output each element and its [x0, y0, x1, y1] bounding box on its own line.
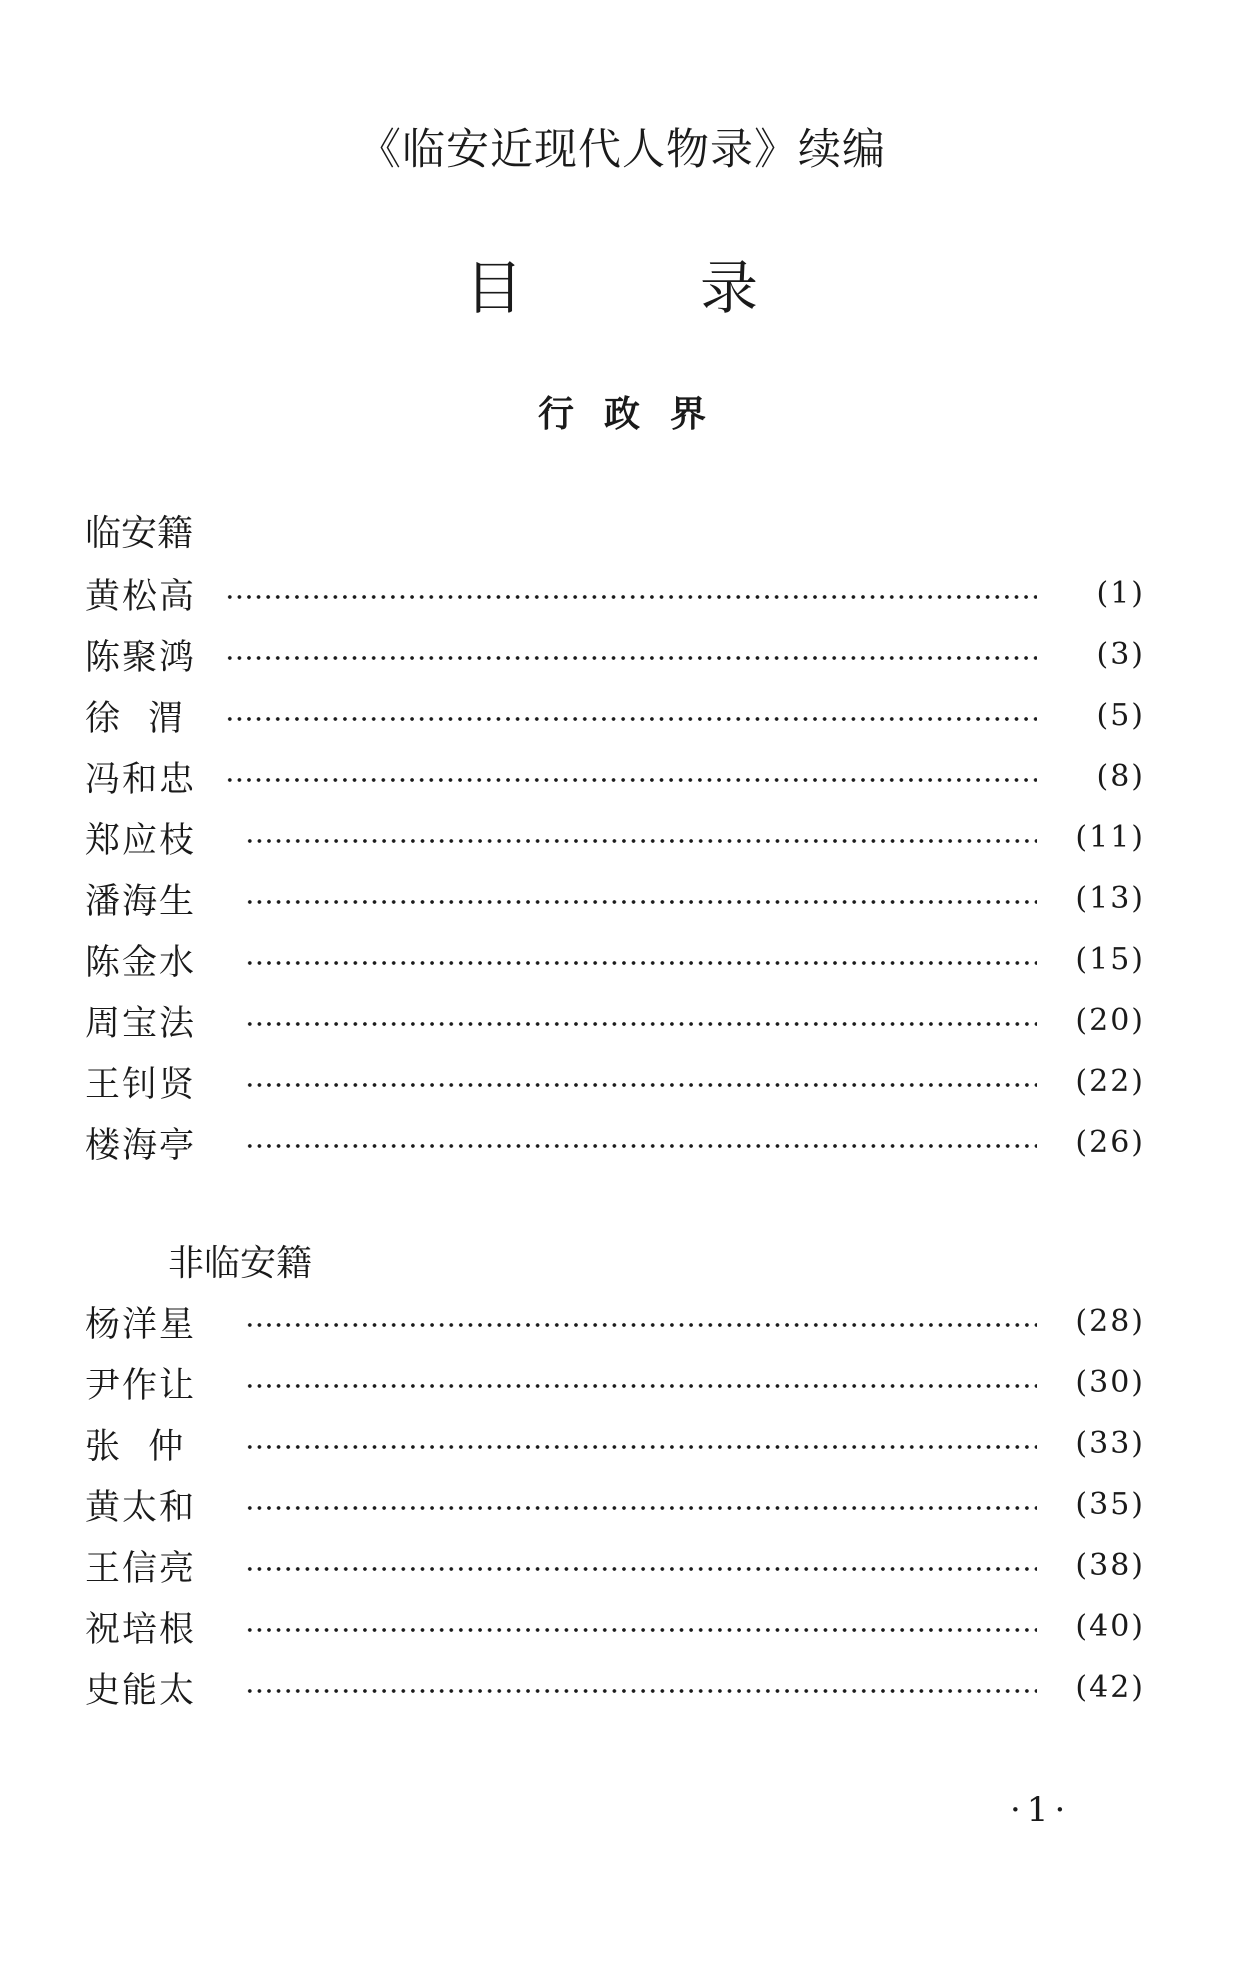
entry-page: (33): [1075, 1426, 1145, 1461]
entry-page: (5): [1096, 698, 1145, 733]
entry-page: (8): [1096, 759, 1145, 794]
entry-page: (38): [1075, 1548, 1145, 1583]
toc-entry[interactable]: [85, 1352, 1145, 1413]
toc-entry[interactable]: [85, 1413, 1145, 1474]
toc-entry[interactable]: [85, 1657, 1145, 1718]
dot-leader: [225, 593, 1037, 601]
toc-entry[interactable]: [85, 563, 1145, 624]
toc-heading-char-2: 录: [700, 254, 759, 322]
entry-page: (40): [1075, 1609, 1145, 1644]
toc-entry[interactable]: [85, 1051, 1145, 1112]
entry-name: 陈聚鸿: [85, 637, 197, 678]
dot-leader: [245, 1020, 1037, 1028]
entry-page: (42): [1075, 1670, 1145, 1705]
dot-leader: [245, 1626, 1037, 1634]
entry-page: (20): [1075, 1003, 1145, 1038]
toc-group-local: [85, 563, 1145, 1173]
dot-leader: [245, 1443, 1037, 1451]
toc-entry[interactable]: [85, 685, 1145, 746]
entry-name: 冯和忠: [85, 759, 197, 800]
section-title: 行政界: [537, 394, 736, 435]
toc-list: [85, 1291, 1145, 1718]
entry-page: (22): [1075, 1064, 1145, 1099]
toc-list: [85, 563, 1145, 1173]
toc-entry[interactable]: [85, 1112, 1145, 1173]
group-label-local: 临安籍: [85, 513, 194, 554]
entry-name: 尹作让: [85, 1365, 197, 1406]
entry-name: 郑应枝: [85, 820, 197, 861]
entry-name: 楼海亭: [85, 1125, 197, 1166]
book-title: 《临安近现代人物录》续编: [358, 125, 886, 175]
dot-leader: [245, 898, 1037, 906]
toc-entry[interactable]: [85, 807, 1145, 868]
page-number: ·1·: [1010, 1790, 1072, 1830]
entry-page: (15): [1075, 942, 1145, 977]
entry-page: (3): [1096, 637, 1145, 672]
entry-name: 徐 渭: [85, 698, 186, 739]
dot-leader: [245, 1687, 1037, 1695]
entry-page: (35): [1075, 1487, 1145, 1522]
dot-leader: [245, 1142, 1037, 1150]
entry-page: (1): [1096, 576, 1145, 611]
toc-entry[interactable]: [85, 868, 1145, 929]
toc-entry[interactable]: [85, 990, 1145, 1051]
entry-page: (11): [1075, 820, 1145, 855]
toc-entry[interactable]: [85, 1291, 1145, 1352]
dot-leader: [225, 715, 1037, 723]
toc-heading-char-1: 目: [465, 254, 524, 322]
dot-leader: [245, 837, 1037, 845]
entry-name: 潘海生: [85, 881, 197, 922]
entry-name: 周宝法: [85, 1003, 197, 1044]
entry-name: 黄松高: [85, 576, 197, 617]
dot-leader: [245, 1504, 1037, 1512]
entry-name: 王钊贤: [85, 1064, 197, 1105]
dot-leader: [245, 1081, 1037, 1089]
group-label-nonlocal: 非临安籍: [168, 1243, 313, 1284]
dot-leader: [245, 1382, 1037, 1390]
dot-leader: [225, 654, 1037, 662]
entry-page: (26): [1075, 1125, 1145, 1160]
entry-page: (30): [1075, 1365, 1145, 1400]
dot-leader: [225, 776, 1037, 784]
toc-heading: [465, 248, 765, 328]
toc-entry[interactable]: [85, 1474, 1145, 1535]
entry-name: 王信亮: [85, 1548, 197, 1589]
entry-name: 陈金水: [85, 942, 197, 983]
dot-leader: [245, 1565, 1037, 1573]
entry-name: 黄太和: [85, 1487, 197, 1528]
entry-page: (13): [1075, 881, 1145, 916]
entry-name: 史能太: [85, 1670, 197, 1711]
entry-name: 张 仲: [85, 1426, 186, 1467]
toc-entry[interactable]: [85, 1596, 1145, 1657]
toc-entry[interactable]: [85, 746, 1145, 807]
entry-name: 祝培根: [85, 1609, 197, 1650]
toc-entry[interactable]: [85, 929, 1145, 990]
toc-group-nonlocal: [85, 1291, 1145, 1718]
toc-entry[interactable]: [85, 624, 1145, 685]
toc-entry[interactable]: [85, 1535, 1145, 1596]
entry-name: 杨洋星: [85, 1304, 197, 1345]
entry-page: (28): [1075, 1304, 1145, 1339]
dot-leader: [245, 959, 1037, 967]
dot-leader: [245, 1321, 1037, 1329]
